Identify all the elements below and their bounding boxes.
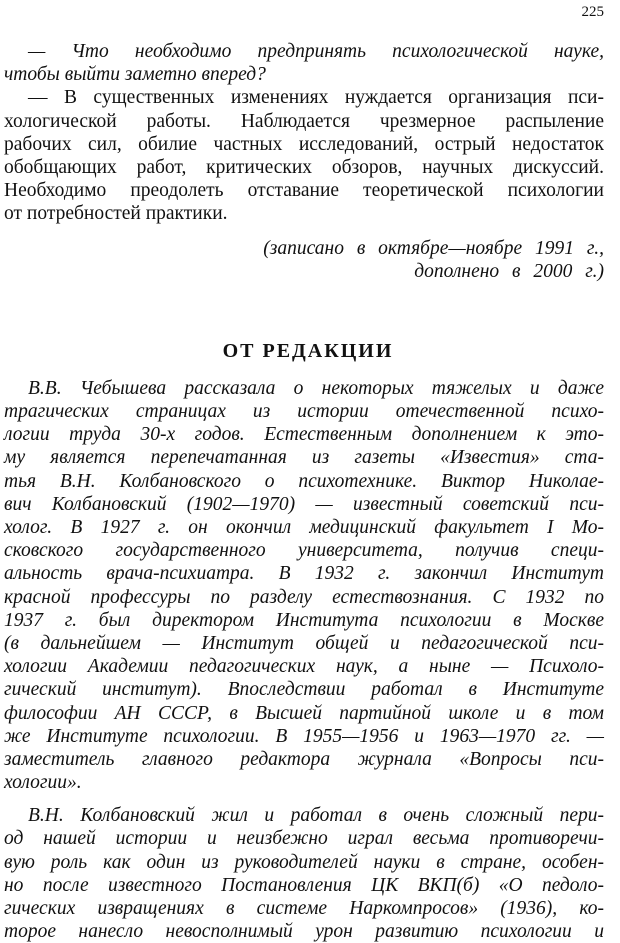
text-line: хологической работы. Наблюдается чрезмерное распыление [4, 110, 604, 132]
page-number: 225 [581, 4, 604, 20]
text-line: хологии Академии педагогических наук, а ныне — Психоло- [4, 656, 604, 678]
text-line: заместитель главного редактора журнала «Вопросы пси- [4, 748, 604, 770]
text-line: од нашей истории и неизбежно играл весьма противоречи- [4, 828, 604, 850]
text-line: тья В.Н. Колбановского о психотехнике. Виктор Николае- [4, 470, 604, 492]
text-line: трагических страницах из истории отечественной психо- [4, 401, 604, 423]
text-line: же Институте психологии. В 1955—1956 и 1963—1970 гг. — [4, 725, 604, 747]
interview-question [4, 40, 604, 86]
text-line: рабочих сил, обилие частных исследований, острый недостаток [4, 133, 604, 155]
text-line: но после известного Постановления ЦК ВКП(б) «О педоло- [4, 874, 604, 896]
section-heading: ОТ РЕДАКЦИИ [222, 339, 394, 362]
text-line: гических извращениях в системе Наркомпросов» (1936), ко- [4, 898, 604, 919]
text-line: дополнено в 2000 г.) [414, 260, 604, 282]
text-line: торое нанесло невосполнимый урон развитию психологии и [4, 921, 604, 943]
text-line: — Что необходимо предпринять психологической науке, [28, 41, 604, 62]
text-line: (в дальнейшем — Институт общей и педагогической пси- [4, 632, 604, 654]
text-line: 1937 г. был директором Института психологии в Москве [4, 609, 604, 631]
interview-date-note [4, 237, 604, 283]
editorial-paragraph-1 [4, 377, 604, 794]
text-line: хологии». [4, 772, 82, 794]
text-line: от потребностей практики. [4, 203, 228, 225]
text-line: В.Н. Колбановский жил и работал в очень сложный пери- [28, 805, 604, 827]
text-line: альность врача-психиатра. В 1932 г. закончил Институт [4, 563, 604, 585]
text-line: гический институт). Впоследствии работал в Институте [4, 679, 604, 701]
text-line: (записано в октябре—ноябре 1991 г., [263, 237, 604, 259]
text-line: му является перепечатанная из газеты «Известия» ста- [4, 447, 604, 469]
text-line: Необходимо преодолеть отставание теоретической психологии [4, 180, 604, 202]
text-line: чтобы выйти заметно вперед? [4, 64, 266, 86]
text-line: холог. В 1927 г. он окончил медицинский факультет I Мо- [4, 517, 604, 538]
text-line: — В существенных изменениях нуждается организация пси- [28, 87, 604, 109]
text-line: обобщающих работ, критических обзоров, научных дискуссий. [4, 156, 604, 178]
text-line: вич Колбановский (1902—1970) — известный советский пси- [4, 493, 604, 515]
text-line: вую роль как один из руководителей науки в стране, особен- [4, 851, 604, 873]
editorial-paragraph-2 [4, 804, 604, 943]
text-line: сковского государственного университета, получив специ- [4, 540, 604, 562]
text-line: красной профессуры по разделу естествознания. С 1932 по [4, 586, 604, 608]
interview-answer [4, 86, 604, 225]
text-line: логии труда 30-х годов. Естественным дополнением к это- [4, 424, 604, 446]
text-line: философии АН СССР, в Высшей партийной школе и в том [4, 702, 604, 724]
page-content [4, 40, 604, 943]
text-line: В.В. Чебышева рассказала о некоторых тяжелых и даже [28, 377, 604, 399]
